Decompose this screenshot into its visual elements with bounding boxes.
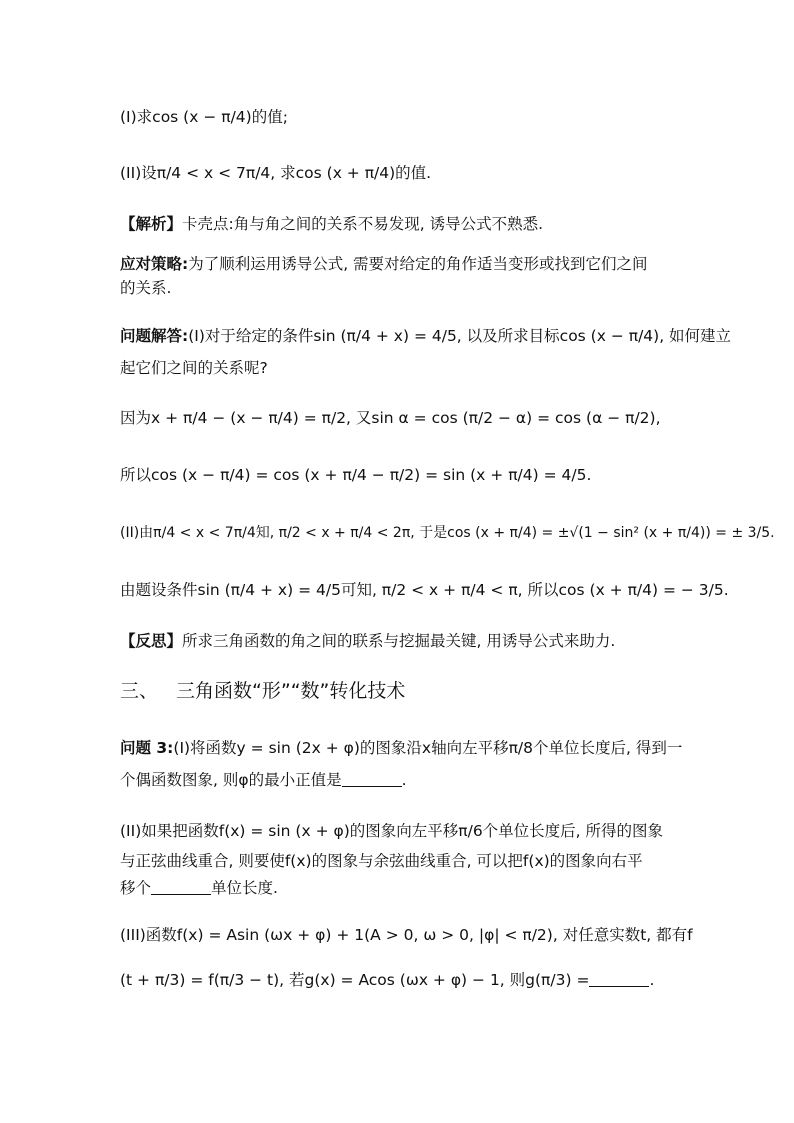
question-3-text: (I)将函数y = sin (2x + φ)的图象沿x轴向左平移π/8个单位长度后, 得到一 [173, 739, 683, 757]
part-3-q-text: (III)函数f(x) = Asin (ωx + φ) + 1(A > 0, ω > 0, |φ| < π/2), 对任意实数t, 都有f [120, 926, 693, 944]
question-3-line [120, 737, 682, 759]
problem-part-2 [120, 162, 431, 184]
question-3-part-2-line-3 [120, 877, 278, 899]
solution-tag: 问题解答: [120, 327, 189, 345]
solution-text-2: 起它们之间的关系呢? [120, 359, 268, 377]
reflection-text: 所求三角函数的角之间的联系与挖掘最关键, 用诱导公式来助力. [182, 632, 616, 650]
solution-text: (I)对于给定的条件sin (π/4 + x) = 4/5, 以及所求目标cos (x − π/4), 如何建立 [188, 327, 732, 345]
strategy-line [120, 253, 648, 275]
question-3-line-2 [120, 769, 407, 791]
answer-blank-1[interactable] [342, 772, 402, 787]
answer-blank-2[interactable] [151, 880, 211, 895]
derivation-2 [120, 464, 591, 486]
part-2-q-text-2: 与正弦曲线重合, 则要使f(x)的图象与余弦曲线重合, 可以把f(x)的图象向右平 [120, 852, 643, 870]
question-3-part-2 [120, 820, 663, 842]
derivation-3 [120, 522, 775, 544]
question-3-tag: 问题 3: [120, 739, 174, 757]
question-3-part-2-line-2 [120, 850, 643, 872]
section-heading [120, 676, 405, 703]
part-3-q-period: . [649, 971, 655, 989]
part-1-text: (I)求cos (x − π/4)的值; [120, 108, 288, 126]
question-3-part-3 [120, 924, 693, 946]
part-2-text: (II)设π/4 < x < 7π/4, 求cos (x + π/4)的值. [120, 164, 432, 182]
reflection-line [120, 630, 615, 652]
problem-part-1 [120, 106, 288, 128]
part-2-q-unit: 单位长度. [211, 879, 278, 897]
strategy-text-2: 的关系. [120, 279, 172, 297]
analysis-text: 卡壳点:角与角之间的关系不易发现, 诱导公式不熟悉. [182, 215, 544, 233]
derivation-1 [120, 407, 661, 429]
derivation-1-text: 因为x + π/4 − (x − π/4) = π/2, 又sin α = cos (π/2 − α) = cos (α − π/2), [120, 409, 661, 427]
analysis-tag: 【解析】 [120, 215, 183, 233]
question-3-period: . [401, 771, 407, 789]
part-2-q-text-3: 移个 [120, 879, 152, 897]
part-2-q-text: (II)如果把函数f(x) = sin (x + φ)的图象向左平移π/6个单位长度后, 所得的图象 [120, 822, 664, 840]
strategy-line-2 [120, 277, 171, 299]
section-title: 三角函数“形”“数”转化技术 [176, 680, 406, 702]
part-3-q-text-2: (t + π/3) = f(π/3 − t), 若g(x) = Acos (ωx + φ) − 1, 则g(π/3) = [120, 971, 590, 989]
derivation-4-text: 由题设条件sin (π/4 + x) = 4/5可知, π/2 < x + π/4 < π, 所以cos (x + π/4) = − 3/5. [120, 581, 729, 599]
reflection-tag: 【反思】 [120, 632, 183, 650]
solution-line [120, 325, 731, 347]
derivation-3-text: (II)由π/4 < x < 7π/4知, π/2 < x + π/4 < 2π, 于是cos (x + π/4) = ±√(1 − sin² (x + π/4)) = ± 3/5. [120, 525, 775, 541]
question-3-part-3-line-2 [120, 969, 654, 991]
analysis-line [120, 213, 543, 235]
solution-line-2 [120, 357, 268, 379]
derivation-2-text: 所以cos (x − π/4) = cos (x + π/4 − π/2) = sin (x + π/4) = 4/5. [120, 466, 592, 484]
derivation-4 [120, 579, 729, 601]
section-number: 三、 [120, 680, 159, 702]
strategy-tag: 应对策略: [120, 255, 189, 273]
question-3-text-2: 个偶函数图象, 则φ的最小正值是 [120, 771, 342, 789]
strategy-text: 为了顺利运用诱导公式, 需要对给定的角作适当变形或找到它们之间 [188, 255, 648, 273]
answer-blank-3[interactable] [589, 972, 649, 987]
